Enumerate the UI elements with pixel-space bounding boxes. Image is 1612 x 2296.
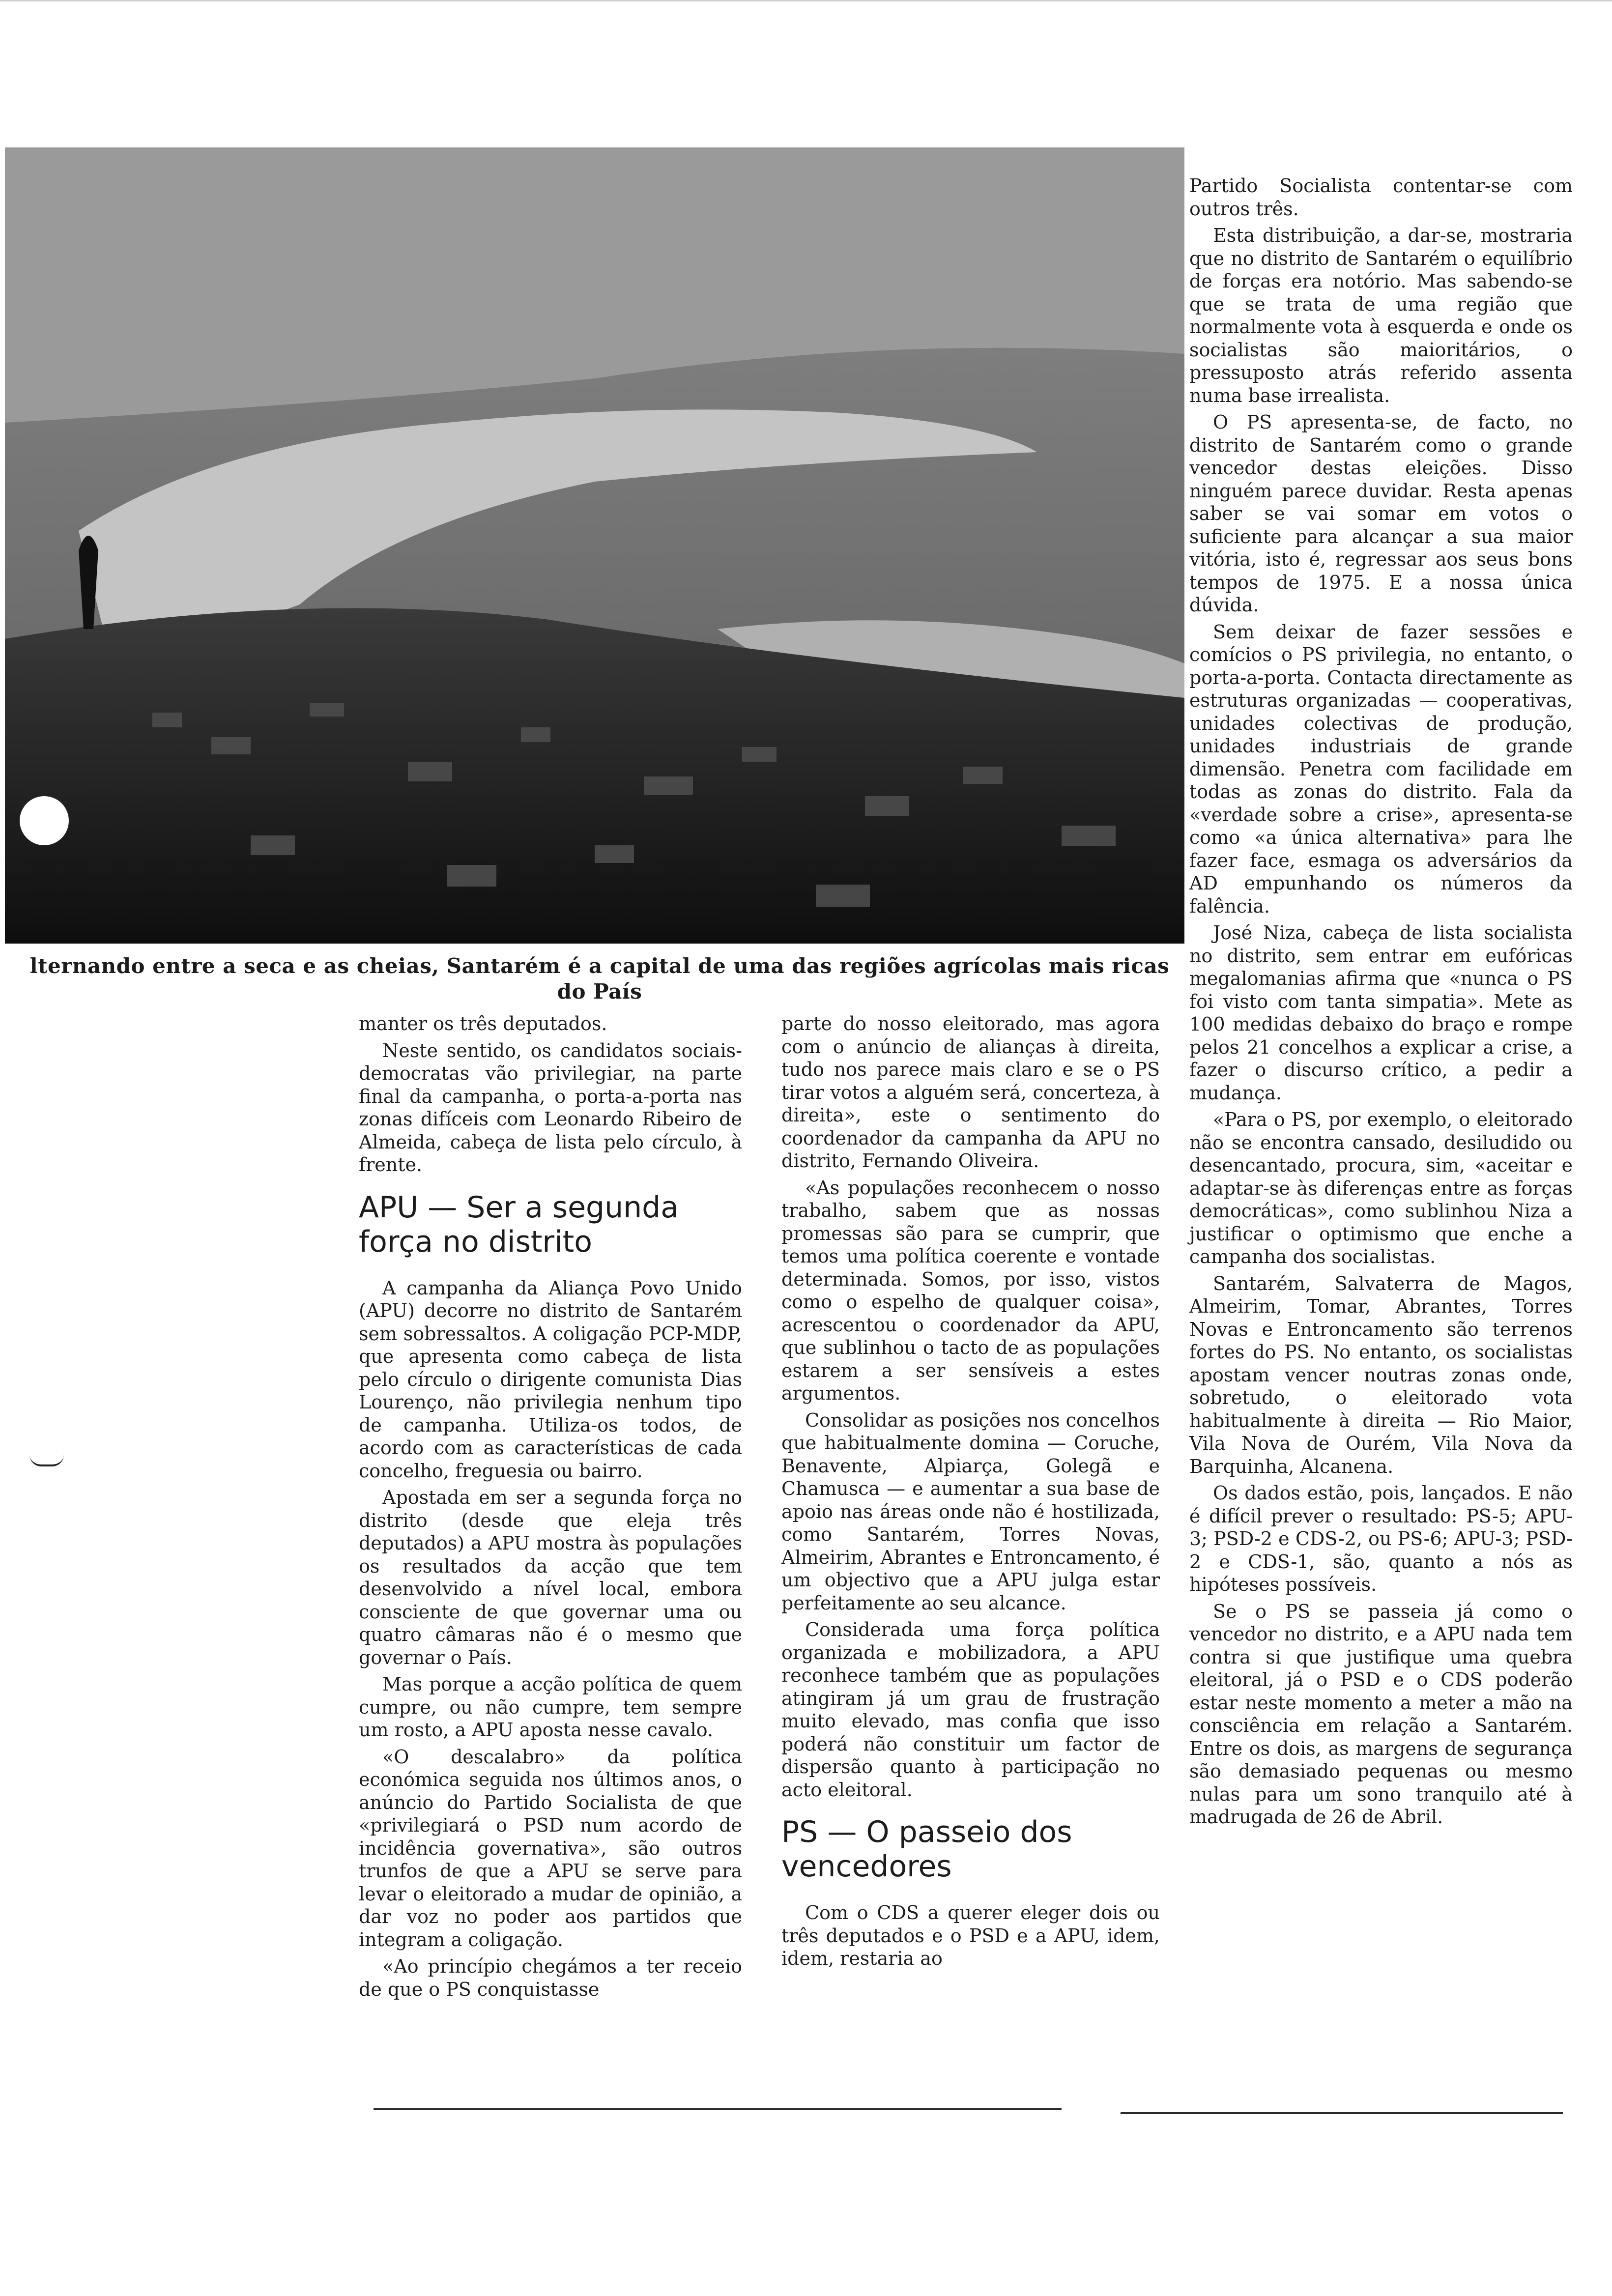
column-2 (781, 1012, 1160, 1970)
paragraph: Considerada uma força política organizada e mobilizadora, a APU reconhece também que as populações atingiram já um grau de frustração muito elevado, mas confia que isso poderá não constituir um factor de dispersão quanto à participação no acto eleitoral. (781, 1619, 1160, 1801)
paragraph: Neste sentido, os candidatos sociais-democratas vão privilegiar, na parte final da campanha, o porta-a-porta nas zonas difíceis com Leonardo Ribeiro de Almeida, cabeça de lista pelo círculo, à frente. (359, 1039, 742, 1176)
top-edge-line (0, 0, 1612, 1)
section-heading-ps: PS — O passeio dos vencedores (781, 1815, 1072, 1884)
paragraph: «Para o PS, por exemplo, o eleitorado não se encontra cansado, desiludido ou desencantado, procura, sim, «aceitar e adaptar-se às diferenças entre as forças democráticas», como sublinhou Niza a justificar o optimismo que enche a campanha dos socialistas. (1189, 1109, 1573, 1267)
aerial-photo (5, 147, 1184, 944)
bottom-rule (1121, 2112, 1563, 2114)
caption-line-2: do País (557, 979, 642, 1004)
paragraph: José Niza, cabeça de lista socialista no distrito, sem entrar em eufóricas megalomanias afirma que «nunca o PS foi visto com tanta simpatia». Mete as 100 medidas debaixo do braço e rompe pelos 21 concelhos a explicar a crise, a fazer o discurso crítico, a pedir a mudança. (1189, 922, 1573, 1104)
paragraph: Consolidar as posições nos concelhos que habitualmente domina — Coruche, Benavente, Alpiarça, Golegã e Chamusca — e aumentar a sua base de apoio nas áreas onde não é hostilizada, como Santarém, Torres Novas, Almeirim, Abrantes e Entroncamento, é um objectivo que a APU julga estar perfeitamente ao seu alcance. (781, 1409, 1160, 1614)
paragraph: parte do nosso eleitorado, mas agora com o anúncio de alianças à direita, tudo nos parece mais claro e se o PS tirar votos a alguém será, concerteza, à direita», este o sentimento do coordenador da campanha da APU no distrito, Fernando Oliveira. (781, 1013, 1160, 1172)
paragraph: Com o CDS a querer eleger dois ou três deputados e o PSD e a APU, idem, idem, restaria ao (781, 1902, 1160, 1969)
column-3 (1189, 174, 1573, 1829)
paragraph: O PS apresenta-se, de facto, no distrito de Santarém como o grande vencedor destas eleições. Disso ninguém parece duvidar. Resta apenas saber se vai somar em votos o suficiente para alcançar a sua maior vitória, isto é, regressar aos seus bons tempos de 1975. E a nossa única dúvida. (1189, 411, 1573, 616)
paragraph: Partido Socialista contentar-se com outros três. (1189, 175, 1573, 220)
paragraph: «Ao princípio chegámos a ter receio de que o PS conquistasse (359, 1955, 742, 2000)
column-1 (359, 1012, 742, 2001)
paragraph: Se o PS se passeia já como o vencedor no distrito, e a APU nada tem contra si que justifique uma quebra eleitoral, já o PSD e o CDS poderão estar neste momento a meter a mão na consciência em relação a Santarém. Entre os dois, as margens de segurança são demasiado pequenas ou mesmo nulas para um sono tranquilo até à madrugada de 26 de Abril. (1189, 1600, 1573, 1828)
paragraph: A campanha da Aliança Povo Unido (APU) decorre no distrito de Santarém sem sobressaltos. A coligação PCP-MDP, que apresenta como cabeça de lista pelo círculo o dirigente comunista Dias Lourenço, não privilegia nenhum tipo de campanha. Utiliza-os todos, de acordo com as características de cada concelho, freguesia ou bairro. (359, 1277, 742, 1482)
paragraph: «As populações reconhecem o nosso trabalho, sabem que as nossas promessas são para se cumprir, que temos uma política coerente e vontade determinada. Somos, por isso, vistos como o espelho de qualquer coisa», acrescentou o coordenador da APU, que sublinhou o tacto de as populações estarem a ser sensíveis a estes argumentos. (781, 1177, 1160, 1404)
paragraph: Santarém, Salvaterra de Magos, Almeirim, Tomar, Abrantes, Torres Novas e Entroncamento são terrenos fortes do PS. No entanto, os socialistas apostam vencer noutras zonas onde, sobretudo, o eleitorado vota habitualmente à direita — Rio Maior, Vila Nova de Ourém, Vila Nova da Barquinha, Alcanena. (1189, 1272, 1573, 1477)
section-heading-apu: APU — Ser a segunda força no distrito (359, 1190, 679, 1259)
paragraph: «O descalabro» da política económica seguida nos últimos anos, o anúncio do Partido Socialista de que «privilegiará o PSD num acordo de incidência governativa», são outros trunfos de que a APU se serve para levar o eleitorado a mudar de opinião, a dar voz no poder aos partidos que integram a coligação. (359, 1746, 742, 1951)
margin-mark (29, 1455, 64, 1466)
paragraph: Esta distribuição, a dar-se, mostraria que no distrito de Santarém o equilíbrio de forças era notório. Mas sabendo-se que se trata de uma região que normalmente vota à esquerda e onde os socialistas são maioritários, o pressuposto atrás referido assenta numa base irrealista. (1189, 225, 1573, 406)
paragraph: Apostada em ser a segunda força no distrito (desde que eleja três deputados) a APU mostra às populações os resultados da acção que tem desenvolvido a nível local, embora consciente de que governar uma ou quatro câmaras não é o mesmo que governar o País. (359, 1487, 742, 1668)
paragraph: Sem deixar de fazer sessões e comícios o PS privilegia, no entanto, o porta-a-porta. Contacta directamente as estruturas organizadas — cooperativas, unidades colectivas de produção, unidades industriais de grande dimensão. Penetra com facilidade em todas as zonas do distrito. Fala da «verdade sobre a crise», apresenta-se como «a única alternativa» para lhe fazer face, esmaga os adversários da AD empunhando os números da falência. (1189, 621, 1573, 917)
photo-caption (0, 953, 1199, 1004)
punch-hole (20, 796, 69, 845)
paragraph: Mas porque a acção política de quem cumpre, ou não cumpre, tem sempre um rosto, a APU aposta nesse cavalo. (359, 1673, 742, 1741)
caption-line-1: lternando entre a seca e as cheias, Santarém é a capital de uma das regiões agrícolas mais ricas (29, 954, 1170, 978)
aerial-photo-icon (5, 147, 1184, 944)
bottom-rule (374, 2108, 1062, 2110)
paragraph: Os dados estão, pois, lançados. E não é difícil prever o resultado: PS-5; APU-3; PSD-2 e CDS-2, ou PS-6; APU-3; PSD-2 e CDS-1, são, quanto a nós as hipóteses possíveis. (1189, 1482, 1573, 1595)
paragraph: manter os três deputados. (359, 1013, 607, 1034)
